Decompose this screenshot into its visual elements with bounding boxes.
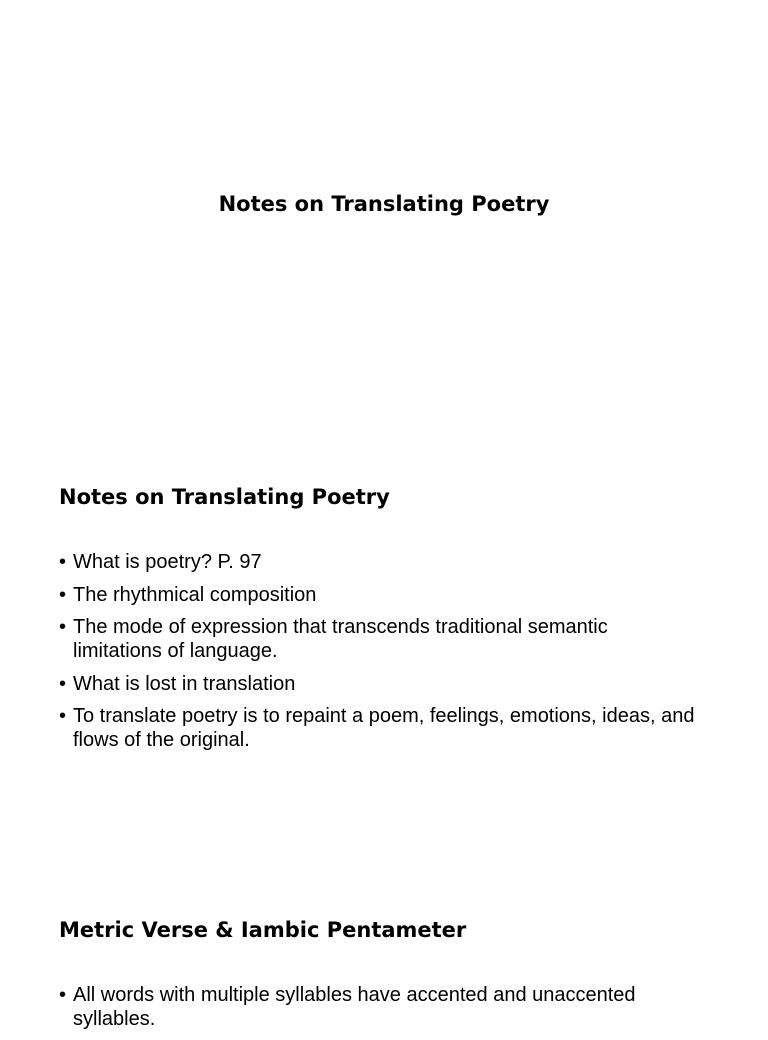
bullet-item bbox=[59, 550, 699, 574]
bullet-item bbox=[59, 704, 699, 752]
bullet-text: What is poetry? P. 97 bbox=[73, 551, 262, 573]
bullet-marker: • bbox=[59, 672, 67, 695]
bullet-item bbox=[59, 672, 699, 696]
bullet-text: What is lost in translation bbox=[73, 672, 296, 695]
bullet-marker: • bbox=[59, 551, 67, 573]
bullet-list bbox=[59, 983, 699, 1040]
slide-heading: Notes on Translating Poetry bbox=[59, 485, 390, 509]
bullet-marker: • bbox=[59, 984, 67, 1006]
bullet-text: The rhythmical composition bbox=[73, 583, 317, 606]
presentation-title: Notes on Translating Poetry bbox=[218, 192, 550, 216]
bullet-text: All words with multiple syllables have accented and unaccented syllables. bbox=[73, 984, 636, 1030]
bullet-item bbox=[59, 615, 699, 663]
title-slide bbox=[0, 0, 768, 430]
slide-notes bbox=[0, 430, 768, 860]
bullet-marker: • bbox=[59, 583, 67, 606]
bullet-item bbox=[59, 583, 699, 607]
slide-heading: Metric Verse & Iambic Pentameter bbox=[59, 918, 467, 942]
bullet-marker: • bbox=[59, 705, 67, 727]
bullet-list bbox=[59, 550, 699, 761]
bullet-marker: • bbox=[59, 616, 67, 638]
bullet-text: To translate poetry is to repaint a poem, feelings, emotions, ideas, and flows of the original. bbox=[73, 705, 695, 751]
bullet-text: The mode of expression that transcends traditional semantic limitations of language. bbox=[73, 616, 608, 662]
slide-metric-verse bbox=[0, 860, 768, 1030]
